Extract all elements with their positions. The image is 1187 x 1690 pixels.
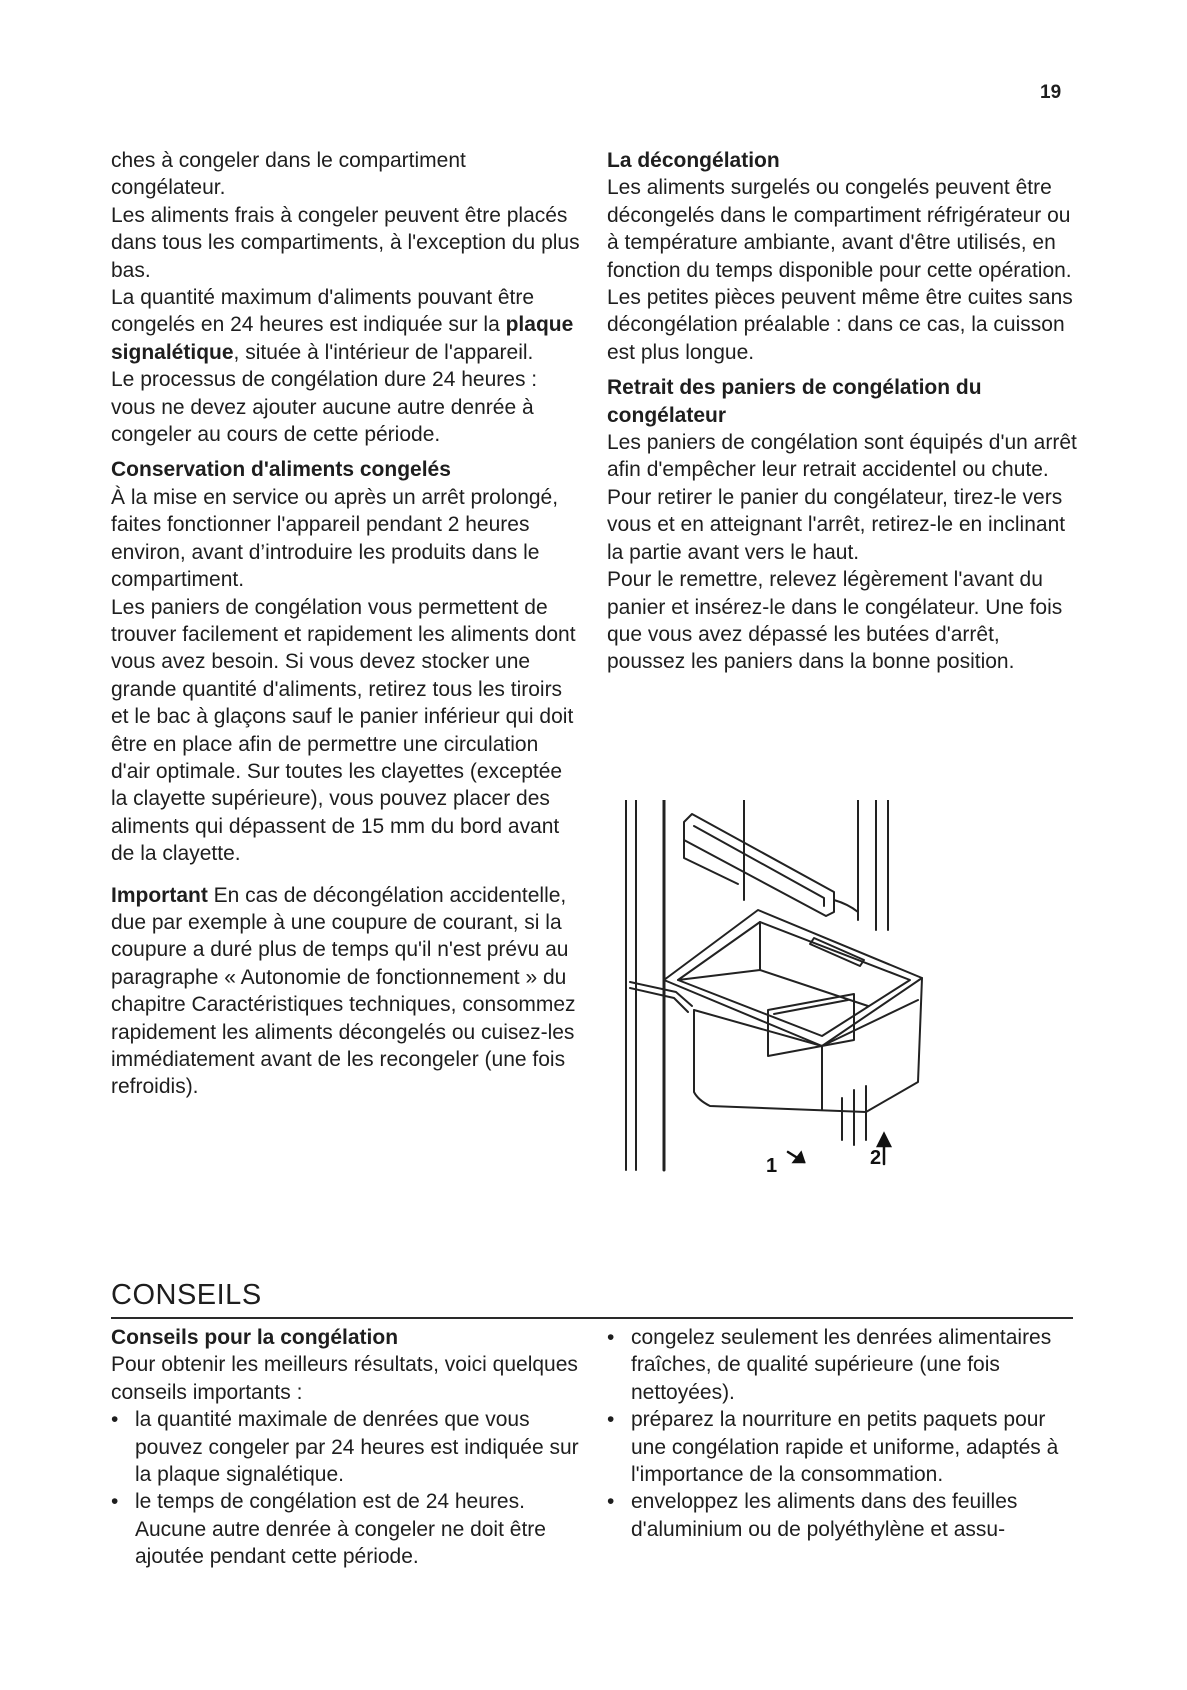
list-item: • le temps de congélation est de 24 heures. Aucune autre denrée à congeler ne doit être ajoutée pendant cette période. — [111, 1488, 581, 1570]
rim-wire — [630, 982, 692, 1006]
heading-retrait: Retrait des paniers de congélation du congélateur — [607, 376, 982, 427]
paragraph: Les paniers de congélation vous permettent de trouver facilement et rapidement les aliments dont vous avez besoin. Si vous devez stocker une grande quantité d'aliments, retirez tous les tiroirs et le bac à glaçons sauf le panier inférieur qui doit être en place afin de permettre une circulation d'air optimale. Sur toutes les clayettes (exceptée la clayette supérieure), vous pouvez placer des aliments qui dépassent de 15 mm du bord avant de la clayette. — [111, 595, 576, 866]
step-label-2: 2 — [870, 1147, 882, 1169]
paragraph: Pour obtenir les meilleurs résultats, voici quelques conseils importants : — [111, 1353, 578, 1404]
right-column — [607, 147, 1077, 676]
heading-decongelation: La décongélation — [607, 149, 780, 172]
conseils-right-column — [607, 1324, 1077, 1543]
paragraph: ches à congeler dans le compartiment congélateur. — [111, 149, 466, 200]
paragraph-plaque — [111, 284, 581, 366]
paragraph: Les petites pièces peuvent même être cuites sans décongélation préalable : dans ce cas, la cuisson est plus longue. — [607, 286, 1073, 364]
paragraph: Pour le remettre, relevez légèrement l'avant du panier et insérez-le dans le congélateur. Une fois que vous avez dépassé les butées d'arrêt, poussez les paniers dans la bonne position. — [607, 568, 1063, 674]
text-run: La quantité maximum d'aliments pouvant être congelés en 24 heures est indiquée sur la — [111, 286, 535, 337]
list-item: • la quantité maximale de denrées que vous pouvez congeler par 24 heures est indiquée sur la plaque signalétique. — [111, 1406, 581, 1488]
paragraph: Les aliments frais à congeler peuvent être placés dans tous les compartiments, à l'exception du plus bas. — [111, 203, 580, 282]
bold-term: plaque signalétique — [111, 313, 574, 364]
important-text: En cas de décongélation accidentelle, due par exemple à une coupure de courant, si la coupure a duré plus de temps qu'il n'est prévu au paragraphe « Autonomie de fonctionnement » du chapitre Caractéristiques techniques, consommez rapidement les aliments décongelés ou cuisez-les immédiatement avant de les recongeler (une fois refroidis). — [111, 883, 576, 1099]
step-label-1: 1 — [766, 1155, 778, 1177]
bullet-list — [111, 1406, 581, 1570]
text-run: , située à l'intérieur de l'appareil. — [233, 340, 534, 364]
important-label: Important — [111, 883, 208, 907]
section-title: CONSEILS — [111, 1279, 262, 1311]
basket-inner-rim — [678, 922, 910, 1036]
arrow-lift-icon — [878, 1134, 890, 1146]
paragraph: Le processus de congélation dure 24 heures : vous ne devez ajouter aucune autre denrée à congeler au cours de cette période. — [111, 368, 538, 447]
rail-guide — [834, 900, 858, 912]
back-bracket-slot — [694, 826, 824, 906]
basket-removal-illustration — [618, 800, 990, 1178]
basket-front — [694, 978, 922, 1112]
list-item: • congelez seulement les denrées alimentaires fraîches, de qualité supérieure (une fois nettoyées). — [607, 1324, 1077, 1406]
paragraph: Les paniers de congélation sont équipés d'un arrêt afin d'empêcher leur retrait accidentel ou chute. Pour retirer le panier du congélateur, tirez-le vers vous et en atteignant l'arrêt, retirez-le en inclinant la partie avant vers le haut. — [607, 431, 1077, 564]
section-divider — [111, 1317, 1073, 1319]
left-column — [111, 147, 581, 1101]
conseils-left-column — [111, 1324, 581, 1571]
rim-wire — [630, 988, 688, 1012]
paragraph: Les aliments surgelés ou congelés peuvent être décongelés dans le compartiment réfrigérateur ou à température ambiante, avant d'être utilisés, en fonction du temps disponible pour cette opération. — [607, 176, 1072, 282]
paragraph: À la mise en service ou après un arrêt prolongé, faites fonctionner l'appareil pendant 2 heures environ, avant d’introduire les produits dans le compartiment. — [111, 485, 559, 592]
important-note — [111, 882, 581, 1101]
list-item: • enveloppez les aliments dans des feuilles d'aluminium ou de polyéthylène et assu- — [607, 1488, 1077, 1543]
page-number: 19 — [1040, 82, 1062, 103]
heading-conservation: Conservation d'aliments congelés — [111, 458, 451, 482]
list-item: • préparez la nourriture en petits paquets pour une congélation rapide et uniforme, adaptés à l'importance de la consommation. — [607, 1406, 1077, 1488]
bullet-list — [607, 1324, 1077, 1543]
heading-conseils: Conseils pour la congélation — [111, 1326, 399, 1349]
back-bracket — [684, 814, 834, 916]
